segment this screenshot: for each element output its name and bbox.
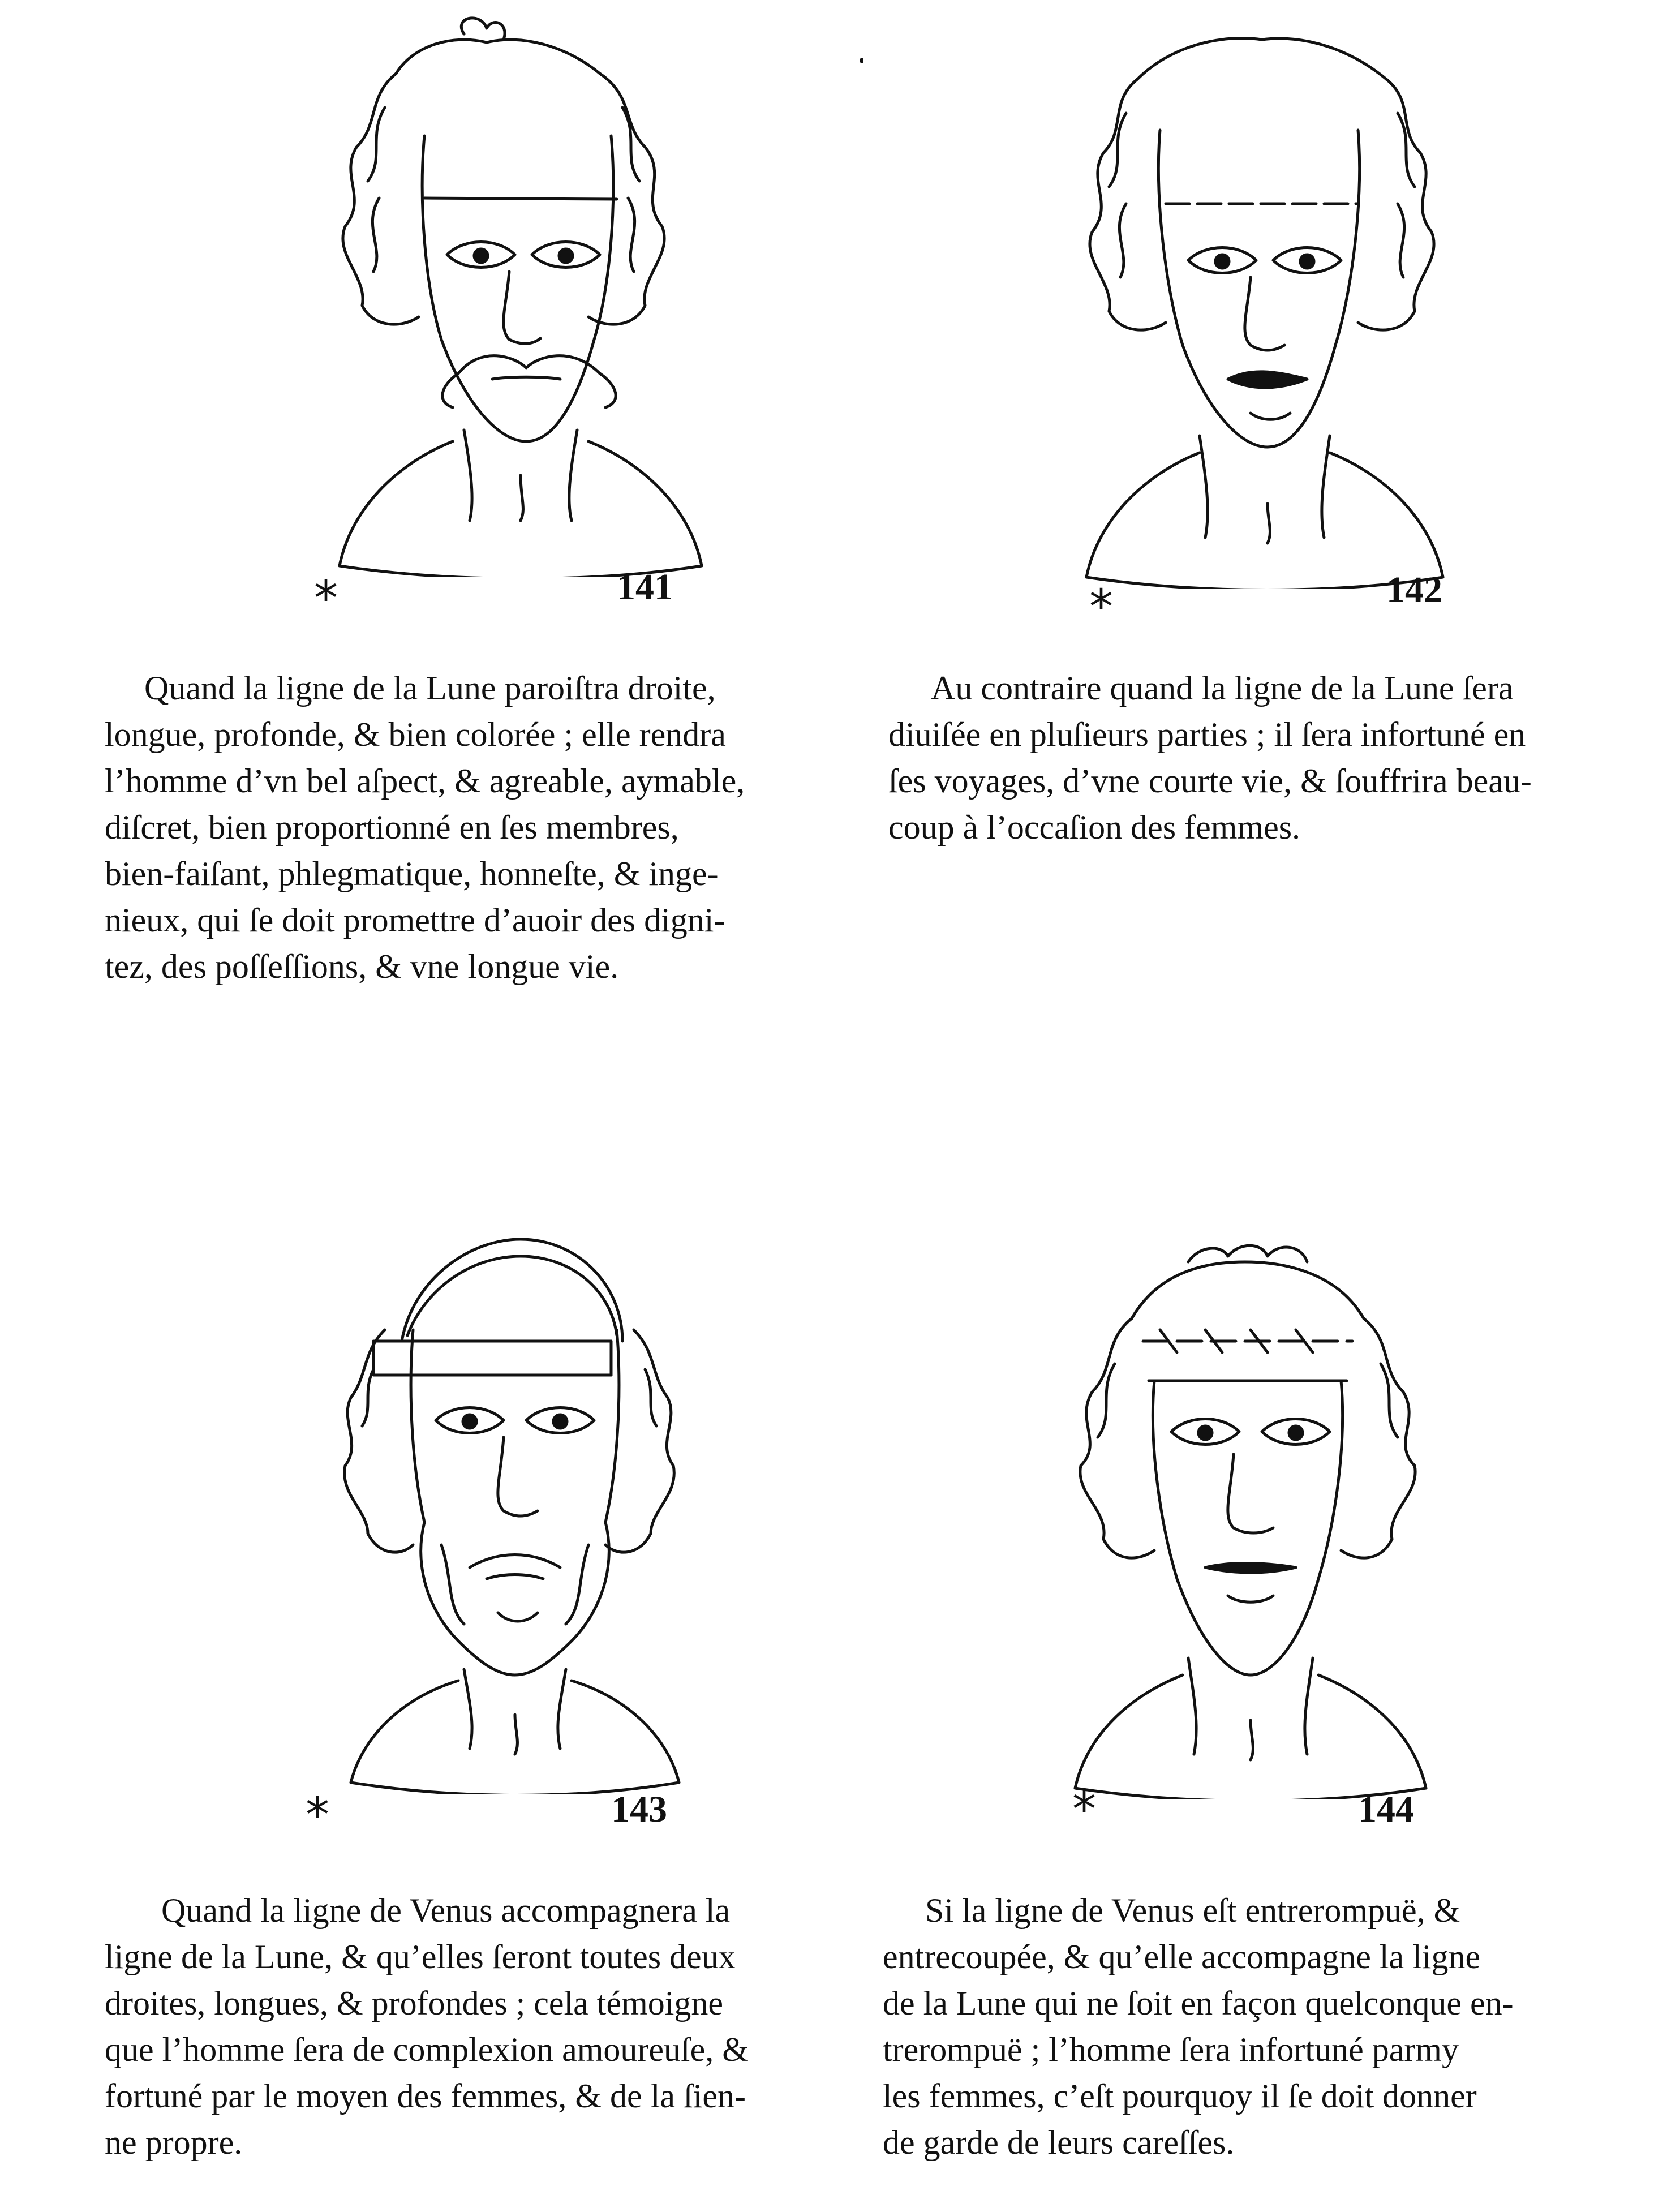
- caption-141-line: diſcret, bien proportionné en ſes membres,: [105, 809, 679, 846]
- caption-143-line: droites, longues, & profondes ; cela témoigne: [105, 1985, 724, 2022]
- figure-142-illustration: [1036, 17, 1488, 589]
- caption-143-line: Quand la ligne de Venus accompagnera la: [161, 1892, 731, 1929]
- asterisk-marker-142: *: [1089, 579, 1113, 634]
- caption-144-line: entrecoupée, & qu’elle accompagne la ligne: [883, 1938, 1481, 1975]
- face-143-drawing: [283, 1228, 747, 1794]
- asterisk-marker-141: *: [314, 570, 338, 626]
- caption-144-line: Si la ligne de Venus eſt entrerompuë, &: [925, 1892, 1460, 1929]
- caption-142-line: ſes voyages, d’vne courte vie, & ſouffrira beau-: [888, 762, 1532, 800]
- stray-ink-mark: [860, 58, 863, 63]
- figure-number-144: 144: [1358, 1789, 1414, 1830]
- asterisk-marker-144: *: [1072, 1781, 1096, 1837]
- caption-144: [883, 1887, 1624, 2166]
- caption-141: [105, 665, 857, 990]
- caption-141-line: l’homme d’vn bel aſpect, & agreable, aymable,: [105, 762, 745, 800]
- caption-143-line: que l’homme ſera de complexion amoureuſe, &: [105, 2031, 749, 2068]
- caption-144-line: les femmes, c’eſt pourquoy il ſe doit donner: [883, 2077, 1477, 2115]
- caption-141-line: nieux, qui ſe doit promettre d’auoir des digni-: [105, 901, 725, 939]
- caption-144-line: de garde de leurs careſſes.: [883, 2124, 1235, 2161]
- figure-number-142: 142: [1386, 569, 1442, 611]
- figure-144-illustration: [1019, 1228, 1483, 1799]
- caption-142-line: diuiſée en pluſieurs parties ; il ſera infortuné en: [888, 716, 1526, 753]
- caption-143: [105, 1887, 857, 2166]
- figure-143-illustration: [283, 1228, 747, 1794]
- caption-141-line: bien-faiſant, phlegmatique, honneſte, & inge-: [105, 855, 719, 892]
- figure-number-141: 141: [617, 566, 673, 608]
- figure-number-143: 143: [611, 1789, 667, 1830]
- figure-141-illustration: [283, 11, 747, 577]
- caption-141-line: tez, des poſſeſſions, & vne longue vie.: [105, 948, 619, 985]
- caption-144-line: de la Lune qui ne ſoit en façon quelconque en-: [883, 1985, 1514, 2022]
- caption-142: [888, 665, 1624, 851]
- asterisk-marker-143: *: [306, 1787, 329, 1842]
- face-144-drawing: [1019, 1228, 1483, 1799]
- caption-142-line: Au contraire quand la ligne de la Lune ſera: [931, 669, 1514, 707]
- caption-143-line: ne propre.: [105, 2124, 243, 2161]
- caption-141-line: Quand la ligne de la Lune paroiſtra droite,: [144, 669, 716, 707]
- caption-143-line: ligne de la Lune, & qu’elles ſeront toutes deux: [105, 1938, 736, 1975]
- face-142-drawing: [1036, 17, 1488, 589]
- face-141-drawing: [283, 11, 747, 577]
- caption-144-line: trerompuë ; l’homme ſera infortuné parmy: [883, 2031, 1459, 2068]
- caption-143-line: fortuné par le moyen des femmes, & de la ſien-: [105, 2077, 746, 2115]
- caption-142-line: coup à l’occaſion des femmes.: [888, 809, 1301, 846]
- caption-141-line: longue, profonde, & bien colorée ; elle rendra: [105, 716, 726, 753]
